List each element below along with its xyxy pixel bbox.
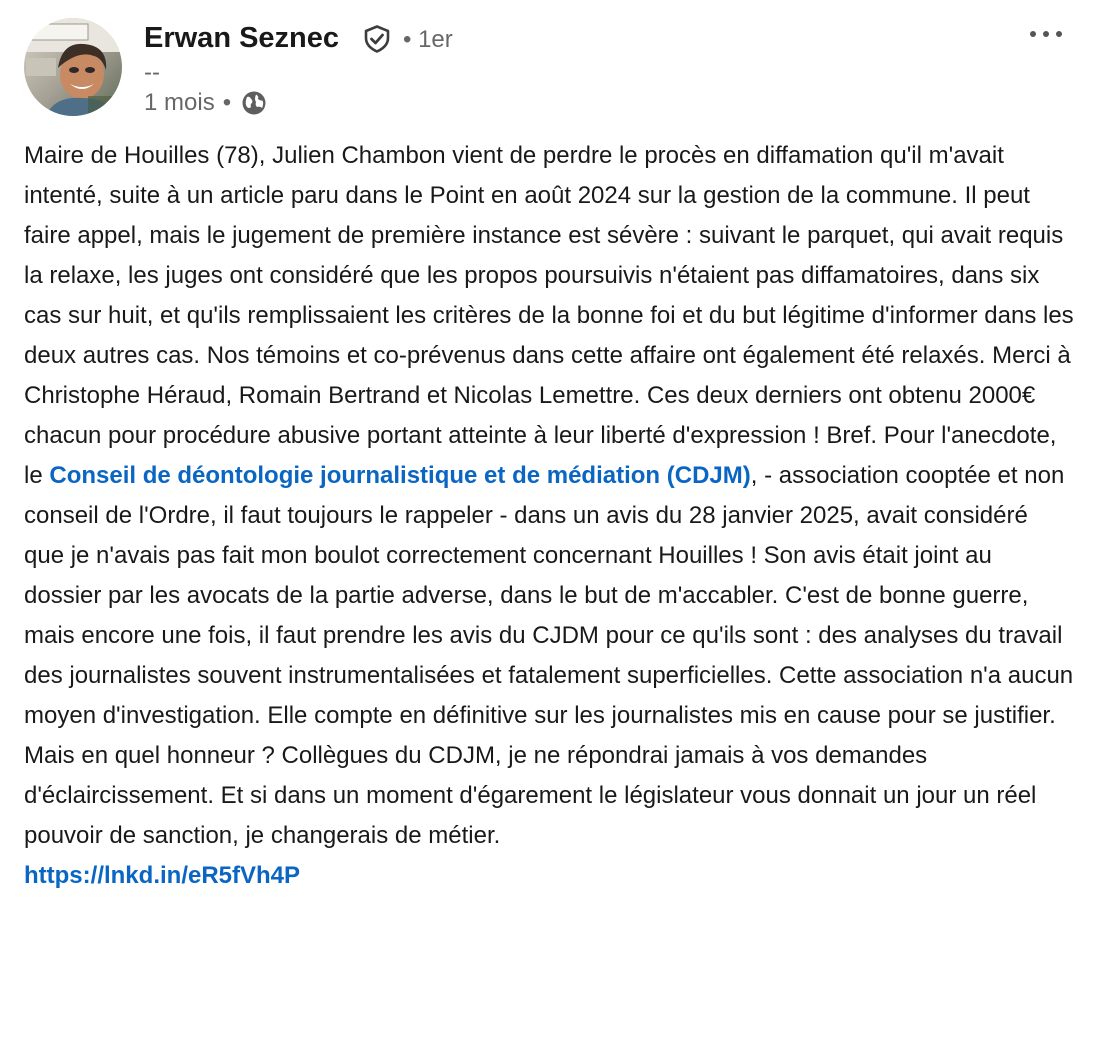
author-avatar[interactable] bbox=[24, 18, 122, 116]
post-text-part1: Maire de Houilles (78), Julien Chambon vient de perdre le procès en diffamation qu'il m'avait intenté, suite à un article paru dans le Point en août 2024 sur la gestion de la commune. Il peut faire appel, mais le jugement de première instance est sévère : suivant le parquet, qui avait requis la relaxe, les juges ont considéré que les propos poursuivis n'étaient pas diffamatoires, dans six cas sur huit, et qu'ils remplissaient les critères de la bonne foi et du but légitime d'informer dans les deux autres cas. Nos témoins et co-prévenus dans cette affaire ont également été relaxés. Merci à Christophe Héraud, Romain Bertrand et Nicolas Lemettre. Ces deux derniers ont obtenu 2000€ chacun pour procédure abusive portant atteinte à leur liberté d'expression ! Bref. Pour l'anecdote, le bbox=[24, 142, 1074, 489]
post-body bbox=[24, 136, 1074, 896]
globe-icon bbox=[241, 90, 267, 116]
avatar-photo bbox=[24, 18, 122, 116]
more-horizontal-icon bbox=[1030, 31, 1062, 37]
author-name[interactable]: Erwan Seznec bbox=[144, 22, 340, 54]
more-options-button[interactable] bbox=[1026, 18, 1066, 50]
post-age: 1 mois bbox=[144, 89, 215, 116]
shield-check-icon bbox=[362, 24, 392, 54]
meta-separator: • bbox=[222, 89, 232, 116]
mention-link-cdjm[interactable]: Conseil de déontologie journalistique et de médiation (CDJM) bbox=[49, 462, 751, 489]
post-short-link[interactable]: https://lnkd.in/eR5fVh4P bbox=[24, 862, 301, 889]
author-headline: -- bbox=[144, 59, 160, 86]
post-text-part2: , - association cooptée et non conseil de l'Ordre, il faut toujours le rappeler - dans un avis du 28 janvier 2025, avait considéré que je n'avais pas fait mon boulot correctement concernant Houilles ! Son avis était joint au dossier par les avocats de la partie adverse, dans le but de m'accabler. C'est de bonne guerre, mais encore une fois, il faut prendre les avis du CJDM pour ce qu'ils sont : des analyses du travail des journalistes souvent instrumentalisées et fatalement superficielles. Cette association n'a aucun moyen d'investigation. Elle compte en définitive sur les journalistes mis en cause pour se justifier. Mais en quel honneur ? Collègues du CDJM, je ne répondrai jamais à vos demandes d'éclaircissement. Et si dans un moment d'égarement le législateur vous donnait un jour un réel pouvoir de sanction, je changerais de métier. bbox=[24, 462, 1074, 849]
post-meta bbox=[144, 86, 267, 120]
connection-degree: • 1er bbox=[403, 26, 453, 53]
